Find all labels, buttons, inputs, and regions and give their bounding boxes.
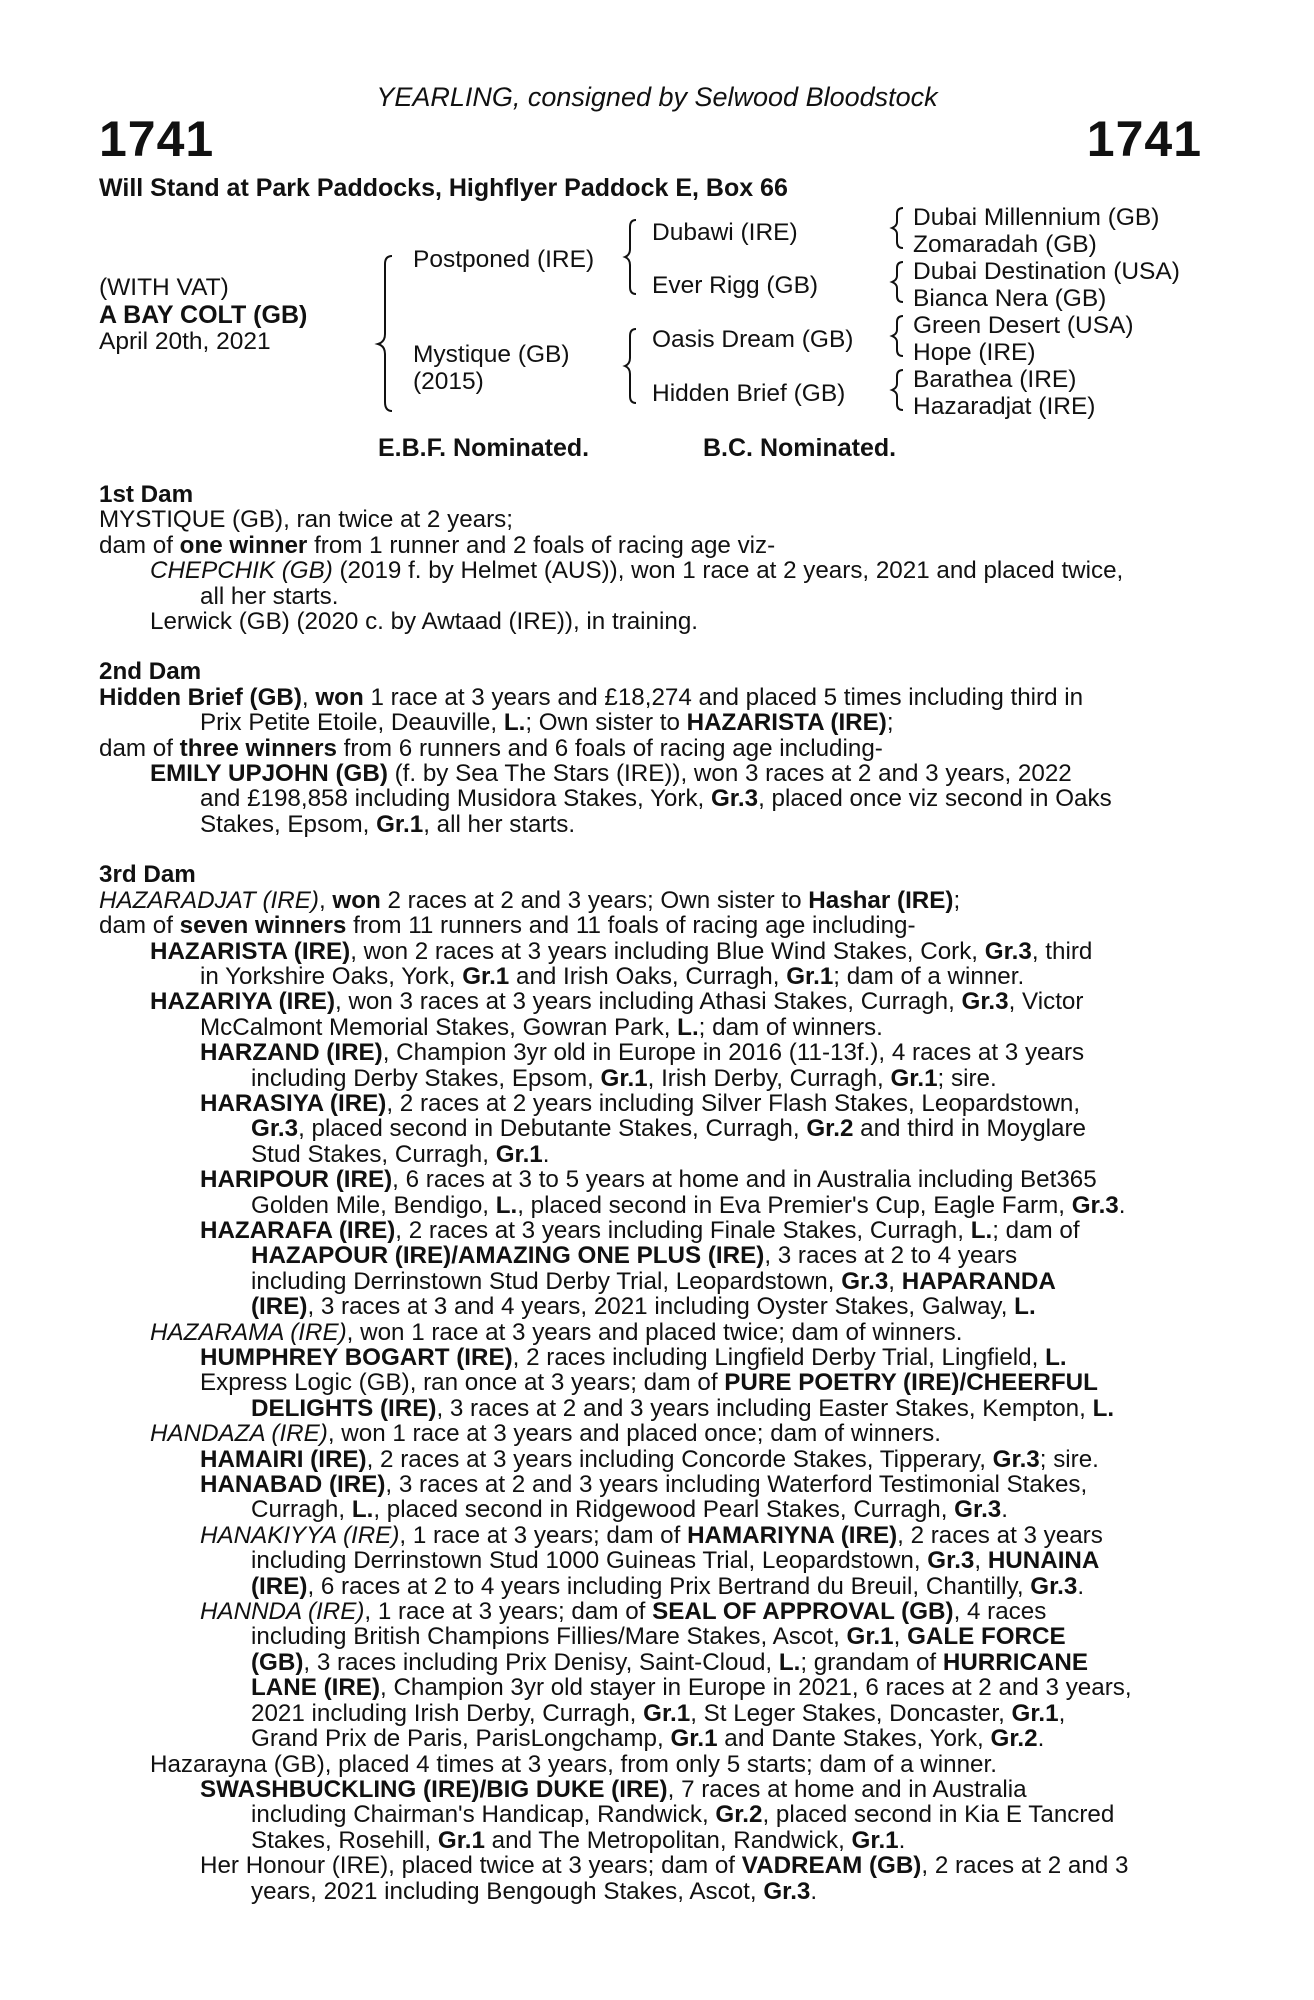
third-dam-line: HANNDA (IRE), 1 race at 3 years; dam of SEAL OF APPROVAL (GB), 4 races: [200, 1598, 1047, 1626]
second-dam-line: Stakes, Epsom, Gr.1, all her starts.: [200, 810, 576, 838]
second-dam-line: Prix Petite Etoile, Deauville, L.; Own sister to HAZARISTA (IRE);: [200, 709, 894, 737]
gen3-3: Dubai Destination (USA): [913, 258, 1180, 285]
third-dam-line: HANAKIYYA (IRE), 1 race at 3 years; dam of HAMARIYNA (IRE), 2 races at 3 years: [200, 1521, 1103, 1549]
second-dam-line: Hidden Brief (GB), won 1 race at 3 years and £18,274 and placed 5 times including third in: [99, 683, 1084, 711]
ebf-nominated: E.B.F. Nominated.: [378, 434, 590, 462]
third-dam-line: Gr.3, placed second in Debutante Stakes, Curragh, Gr.2 and third in Moyglare: [251, 1115, 1086, 1143]
third-dam-line: including Derrinstown Stud Derby Trial, Leopardstown, Gr.3, HAPARANDA: [251, 1267, 1056, 1295]
third-dam-line: HUMPHREY BOGART (IRE), 2 races including Lingfield Derby Trial, Lingfield, L.: [200, 1344, 1067, 1371]
lot-number-left: 1741: [99, 111, 215, 167]
first-dam-line: Lerwick (GB) (2020 c. by Awtaad (IRE)), in training.: [150, 608, 699, 636]
second-dam-line: and £198,858 including Musidora Stakes, York, Gr.3, placed once viz second in Oaks: [200, 785, 1112, 813]
bc-nominated: B.C. Nominated.: [703, 434, 897, 462]
first-dam-heading: 1st Dam: [99, 481, 194, 508]
third-dam-line: HARIPOUR (IRE), 6 races at 3 to 5 years at home and in Australia including Bet365: [200, 1166, 1097, 1194]
third-dam-line: HANABAD (IRE), 3 races at 2 and 3 years including Waterford Testimonial Stakes,: [200, 1471, 1088, 1499]
third-dam-line: HARASIYA (IRE), 2 races at 2 years including Silver Flash Stakes, Leopardstown,: [200, 1089, 1081, 1117]
gen3-4: Bianca Nera (GB): [913, 285, 1107, 312]
third-dam-line: Stakes, Rosehill, Gr.1 and The Metropolitan, Randwick, Gr.1.: [251, 1826, 906, 1854]
third-dam-line: including Derrinstown Stud 1000 Guineas Trial, Leopardstown, Gr.3, HUNAINA: [251, 1547, 1100, 1575]
third-dam-line: including Chairman's Handicap, Randwick, Gr.2, placed second in Kia E Tancred: [251, 1801, 1115, 1829]
third-dam-line: Express Logic (GB), ran once at 3 years; dam of PURE POETRY (IRE)/CHEERFUL: [200, 1369, 1098, 1397]
third-dam-line: HAMAIRI (IRE), 2 races at 3 years including Concorde Stakes, Tipperary, Gr.3; sire.: [200, 1445, 1099, 1473]
third-dam-line: Stud Stakes, Curragh, Gr.1.: [251, 1140, 550, 1168]
sire-dam: Ever Rigg (GB): [652, 272, 819, 299]
pedigree-braces: [0, 0, 1314, 500]
third-dam-line: Curragh, L., placed second in Ridgewood Pearl Stakes, Curragh, Gr.3.: [251, 1496, 1008, 1524]
third-dam-line: DELIGHTS (IRE), 3 races at 2 and 3 years including Easter Stakes, Kempton, L.: [251, 1394, 1115, 1422]
subject-name: A BAY COLT (GB): [99, 301, 308, 329]
third-dam-line: McCalmont Memorial Stakes, Gowran Park, L.; dam of winners.: [200, 1013, 883, 1041]
gen3-8: Hazaradjat (IRE): [913, 393, 1096, 420]
third-dam-line: HAZARAFA (IRE), 2 races at 3 years including Finale Stakes, Curragh, L.; dam of: [200, 1216, 1080, 1244]
third-dam-line: HAZARIYA (IRE), won 3 races at 3 years including Athasi Stakes, Curragh, Gr.3, Victor: [150, 988, 1084, 1016]
first-dam-line: CHEPCHIK (GB) (2019 f. by Helmet (AUS)), won 1 race at 2 years, 2021 and placed twice,: [150, 557, 1124, 585]
stand-location: Will Stand at Park Paddocks, Highflyer Paddock E, Box 66: [99, 174, 788, 202]
third-dam-line: Hazarayna (GB), placed 4 times at 3 years, from only 5 starts; dam of a winner.: [150, 1750, 997, 1778]
third-dam-line: (IRE), 6 races at 2 to 4 years including Prix Bertrand du Breuil, Chantilly, Gr.3.: [251, 1572, 1085, 1600]
lot-number-right: 1741: [1086, 111, 1202, 167]
third-dam-line: HANDAZA (IRE), won 1 race at 3 years and placed once; dam of winners.: [150, 1420, 941, 1448]
third-dam-line: Her Honour (IRE), placed twice at 3 years; dam of VADREAM (GB), 2 races at 2 and 3: [200, 1852, 1129, 1880]
third-dam-line: years, 2021 including Bengough Stakes, Ascot, Gr.3.: [251, 1877, 818, 1905]
third-dam-line: in Yorkshire Oaks, York, Gr.1 and Irish Oaks, Curragh, Gr.1; dam of a winner.: [200, 962, 1025, 990]
dam-year: (2015): [413, 368, 484, 395]
first-dam-line: dam of one winner from 1 runner and 2 foals of racing age viz-: [99, 531, 776, 559]
dam-name: Mystique (GB): [413, 341, 570, 368]
third-dam-line: LANE (IRE), Champion 3yr old stayer in Europe in 2021, 6 races at 2 and 3 years,: [251, 1674, 1132, 1702]
third-dam-line: HAZAPOUR (IRE)/AMAZING ONE PLUS (IRE), 3 races at 2 to 4 years: [251, 1242, 1018, 1270]
third-dam-line: HAZARAMA (IRE), won 1 race at 3 years and placed twice; dam of winners.: [150, 1318, 963, 1346]
third-dam-line: 2021 including Irish Derby, Curragh, Gr.1, St Leger Stakes, Doncaster, Gr.1,: [251, 1699, 1066, 1727]
third-dam-line: HAZARADJAT (IRE), won 2 races at 2 and 3 years; Own sister to Hashar (IRE);: [99, 886, 961, 914]
third-dam-line: (IRE), 3 races at 3 and 4 years, 2021 including Oyster Stakes, Galway, L.: [251, 1293, 1036, 1321]
dam-dam: Hidden Brief (GB): [652, 380, 846, 407]
third-dam-line: SWASHBUCKLING (IRE)/BIG DUKE (IRE), 7 races at home and in Australia: [200, 1775, 1027, 1803]
sire-name: Postponed (IRE): [413, 246, 595, 273]
second-dam-line: dam of three winners from 6 runners and 6 foals of racing age including-: [99, 734, 883, 762]
gen3-7: Barathea (IRE): [913, 366, 1077, 393]
third-dam-line: including Derby Stakes, Epsom, Gr.1, Irish Derby, Curragh, Gr.1; sire.: [251, 1064, 997, 1092]
vat-note: (WITH VAT): [99, 274, 229, 301]
third-dam-line: Golden Mile, Bendigo, L., placed second in Eva Premier's Cup, Eagle Farm, Gr.3.: [251, 1191, 1126, 1219]
third-dam-line: HAZARISTA (IRE), won 2 races at 3 years including Blue Wind Stakes, Cork, Gr.3, third: [150, 937, 1093, 965]
dam-sire: Oasis Dream (GB): [652, 326, 854, 353]
third-dam-line: (GB), 3 races including Prix Denisy, Saint-Cloud, L.; grandam of HURRICANE: [251, 1648, 1088, 1676]
catalogue-body: [99, 482, 1205, 1904]
third-dam-line: dam of seven winners from 11 runners and 11 foals of racing age including-: [99, 912, 916, 940]
second-dam-line: EMILY UPJOHN (GB) (f. by Sea The Stars (IRE)), won 3 races at 2 and 3 years, 2022: [150, 760, 1072, 788]
foaling-date: April 20th, 2021: [99, 328, 271, 355]
sire-sire: Dubawi (IRE): [652, 219, 798, 246]
gen3-2: Zomaradah (GB): [913, 231, 1097, 258]
gen3-5: Green Desert (USA): [913, 312, 1134, 339]
third-dam-line: HARZAND (IRE), Champion 3yr old in Europe in 2016 (11-13f.), 4 races at 3 years: [200, 1039, 1085, 1067]
gen3-1: Dubai Millennium (GB): [913, 204, 1160, 231]
third-dam-line: including British Champions Fillies/Mare Stakes, Ascot, Gr.1, GALE FORCE: [251, 1623, 1066, 1651]
second-dam-heading: 2nd Dam: [99, 658, 202, 686]
consignment-line: YEARLING, consigned by Selwood Bloodstock: [376, 82, 938, 112]
third-dam-heading: 3rd Dam: [99, 861, 196, 889]
first-dam-line: MYSTIQUE (GB), ran twice at 2 years;: [99, 506, 513, 534]
gen3-6: Hope (IRE): [913, 339, 1036, 366]
first-dam-line: all her starts.: [200, 582, 339, 610]
third-dam-line: Grand Prix de Paris, ParisLongchamp, Gr.1 and Dante Stakes, York, Gr.2.: [251, 1725, 1045, 1753]
